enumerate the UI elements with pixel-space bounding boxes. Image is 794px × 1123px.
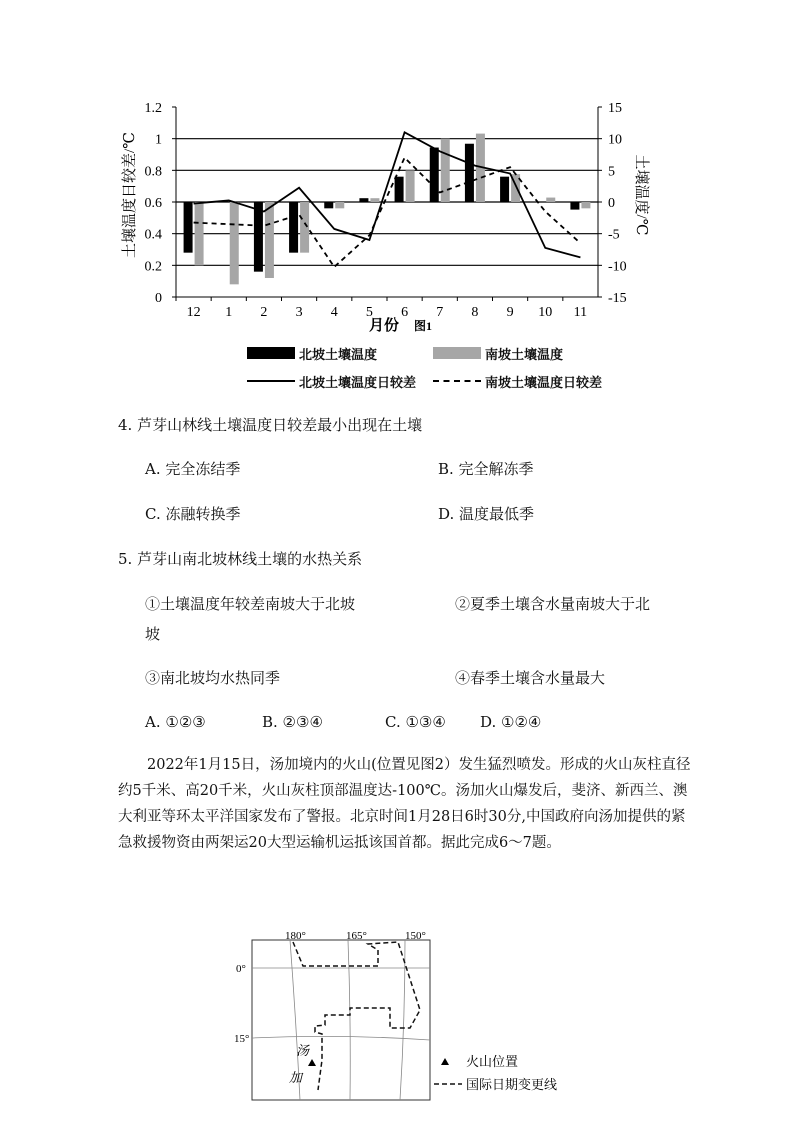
bar-south-temp [546,198,555,202]
x-tick-label: 6 [401,305,409,320]
x-tick-label: 11 [573,305,588,320]
legend-volcano-label: 火山位置 [466,1054,519,1069]
y-left-tick-label: 0.6 [144,196,162,211]
legend-swatch-south-temp [433,347,481,359]
bar-north-temp [324,202,333,208]
lon-label-165: 165° [346,930,367,942]
question-4-stem: 4. 芦芽山林线土壤温度日较差最小出现在土壤 [118,416,423,434]
lon-label-180: 180° [285,930,306,942]
y-left-tick-label: 0 [155,291,162,306]
question-5-option-a[interactable]: A. ①②③ [145,713,206,731]
y-left-tick-label: 0.2 [144,259,162,275]
bar-south-temp [195,202,204,265]
legend-south-temp: 南坡土壤温度 [485,348,564,363]
legend-swatch-north-diff [247,380,295,382]
question-5-option-c[interactable]: C. ①③④ [385,713,446,731]
y-right-tick-label: -15 [608,291,627,306]
bar-north-temp [500,177,509,202]
bar-south-temp [300,202,309,253]
question-5-option-d[interactable]: D. ①②④ [480,713,542,731]
bar-south-temp [335,202,344,208]
legend-south-diff: 南坡土壤温度日较差 [485,376,603,391]
bar-north-temp [184,202,193,253]
x-tick-label: 5 [365,305,373,320]
question-5-statement-1: ①土壤温度年较差南坡大于北坡 [145,595,356,613]
line-south-diff [194,158,581,267]
y-right-tick-label: 5 [608,164,615,180]
tonga-label-2: 加 [289,1070,303,1085]
x-tick-label: 3 [295,305,303,320]
y-axis-right-label: 土壤温度/℃ [633,154,649,236]
x-tick-label: 2 [260,305,268,320]
x-tick-label: 7 [436,305,444,320]
legend-dateline-label: 国际日期变更线 [466,1077,558,1092]
bar-south-temp [406,170,415,202]
passage-text: 2022年1月15日，汤加境内的火山(位置见图2）发生猛烈喷发。形成的火山灰柱直径约5千米、高20千米，火山灰柱顶部温度达-100℃。汤加火山爆发后，斐济、新西兰、澳大利亚等环太平洋国家发布了警报。北京时间1月28日6时30分,中国政府向汤加提供的紧急救援物资由两架运20大型运输机运抵该国首都。据此完成6～7题。 [118,757,691,851]
legend-volcano-icon [441,1058,449,1065]
y-axis-left-label: 土壤温度日较差/℃ [122,132,138,258]
legend-swatch-north-temp [247,347,295,359]
bar-north-temp [289,202,298,253]
lat-label-0: 0° [236,963,246,975]
passage [118,752,693,856]
question-5-option-b[interactable]: B. ②③④ [262,713,323,731]
x-axis-label: 月份 [369,318,400,334]
question-5-statement-2: ②夏季土壤含水量南坡大于北 [455,595,651,613]
y-right-tick-label: 10 [608,132,622,148]
y-right-tick-label: 0 [608,196,615,211]
legend-swatch-south-diff [433,380,481,382]
x-tick-label: 10 [538,305,553,320]
bar-north-temp [395,177,404,202]
question-5-stem: 5. 芦芽山南北坡林线土壤的水热关系 [118,550,363,568]
bar-south-temp [230,202,239,284]
bar-north-temp [254,202,263,272]
y-left-tick-label: 1 [155,132,162,148]
x-tick-label: 8 [471,305,479,320]
bar-south-temp [370,198,379,202]
legend-north-temp: 北坡土壤温度 [299,348,378,363]
soil-temperature-chart [0,0,794,400]
x-tick-label: 1 [225,305,233,320]
bar-north-temp [359,198,368,202]
tonga-map [0,930,794,1110]
tonga-label-1: 汤 [296,1043,310,1058]
bar-north-temp [465,144,474,202]
question-5-statement-4: ④春季土壤含水量最大 [455,669,606,687]
question-4-option-b[interactable]: B. 完全解冻季 [438,460,534,478]
question-4-option-d[interactable]: D. 温度最低季 [438,505,535,523]
question-4-option-a[interactable]: A. 完全冻结季 [145,460,241,478]
y-right-tick-label: -10 [608,259,627,275]
legend-north-diff: 北坡土壤温度日较差 [299,376,417,391]
lat-label-15: 15° [234,1033,250,1045]
question-5-statement-3: ③南北坡均水热同季 [145,669,281,687]
question-4-option-c[interactable]: C. 冻融转换季 [145,505,241,523]
lon-label-150: 150° [405,930,426,942]
y-right-tick-label: -5 [608,227,620,243]
y-right-tick-label: 15 [608,101,622,116]
bar-north-temp [570,202,579,210]
x-tick-label: 9 [506,305,514,320]
figure-label: 图1 [414,319,433,333]
y-left-tick-label: 0.4 [144,227,162,243]
y-left-tick-label: 0.8 [144,164,162,180]
y-left-tick-label: 1.2 [144,101,162,116]
x-tick-label: 12 [186,305,201,320]
x-tick-label: 4 [330,305,338,320]
question-5-statement-2-wrap: 坡 [145,625,161,643]
bar-north-temp [430,148,439,202]
bar-south-temp [265,202,274,278]
bar-south-temp [581,202,590,208]
